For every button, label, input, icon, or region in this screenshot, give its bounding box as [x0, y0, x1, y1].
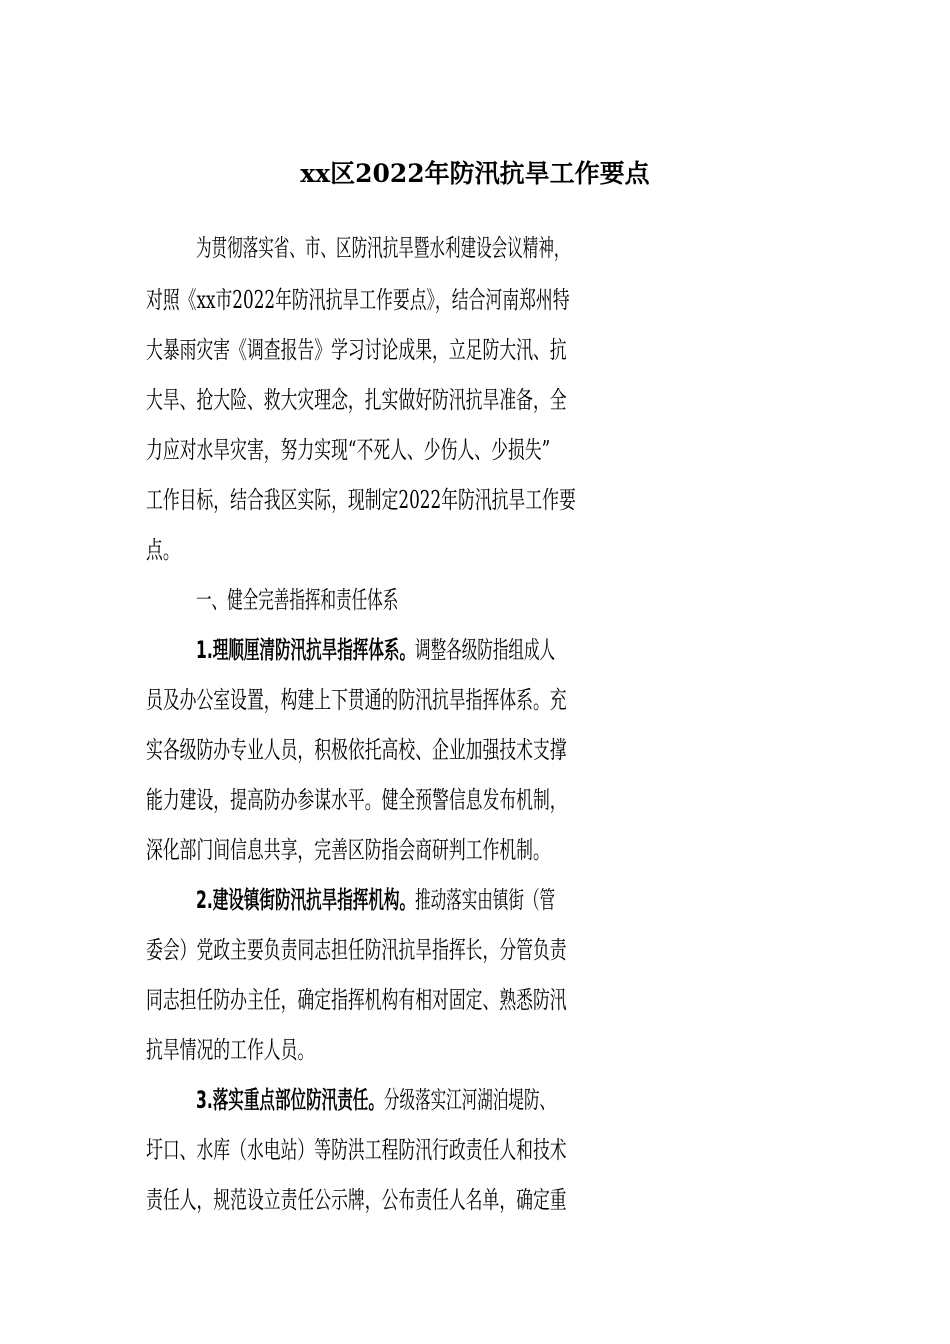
intro-line: 点。	[146, 536, 180, 564]
intro-line: 力应对水旱灾害，努力实现“不死人、少伤人、少损失”	[146, 436, 551, 464]
item-line: 委会）党政主要负责同志担任防汛抗旱指挥长，分管负责	[146, 936, 567, 964]
intro-line: 大旱、抢大险、救大灾理念，扎实做好防汛抗旱准备，全	[146, 386, 567, 414]
item-line: 抗旱情况的工作人员。	[146, 1036, 315, 1064]
item-lead: 2.建设镇街防汛抗旱指挥机构。	[196, 886, 416, 914]
item-line: 同志担任防办主任，确定指挥机构有相对固定、熟悉防汛	[146, 986, 567, 1014]
item-line: 圩口、水库（水电站）等防洪工程防汛行政责任人和技术	[146, 1136, 567, 1164]
intro-line: 大暴雨灾害《调查报告》学习讨论成果，立足防大汛、抗	[146, 336, 567, 364]
item-text: 调整各级防指组成人	[415, 636, 556, 664]
intro-line: 为贯彻落实省、市、区防汛抗旱暨水利建设会议精神，	[196, 234, 570, 262]
item-lead: 3.落实重点部位防汛责任。	[196, 1086, 384, 1114]
item-text: 推动落实由镇街（管	[415, 886, 556, 914]
item-first-line	[196, 1080, 812, 1120]
item-line: 员及办公室设置，构建上下贯通的防汛抗旱指挥体系。充	[146, 686, 567, 714]
section-heading: 一、健全完善指挥和责任体系	[196, 586, 399, 614]
item-line: 实各级防办专业人员，积极依托高校、企业加强技术支撑	[146, 736, 567, 764]
document-title: xx区2022年防汛抗旱工作要点	[300, 159, 650, 188]
item-line: 责任人，规范设立责任公示牌，公布责任人名单，确定重	[146, 1186, 567, 1214]
intro-line: 工作目标，结合我区实际，现制定2022年防汛抗旱工作要	[146, 486, 576, 514]
intro-line: 对照《xx市2022年防汛抗旱工作要点》，结合河南郑州特	[146, 286, 570, 314]
item-text: 分级落实江河湖泊堤防、	[383, 1086, 556, 1114]
item-line: 深化部门间信息共享，完善区防指会商研判工作机制。	[146, 836, 550, 864]
item-first-line	[196, 630, 812, 670]
item-first-line	[196, 880, 812, 920]
item-lead: 1.理顺厘清防汛抗旱指挥体系。	[196, 636, 416, 664]
item-line: 能力建设，提高防办参谋水平。健全预警信息发布机制，	[146, 786, 567, 814]
